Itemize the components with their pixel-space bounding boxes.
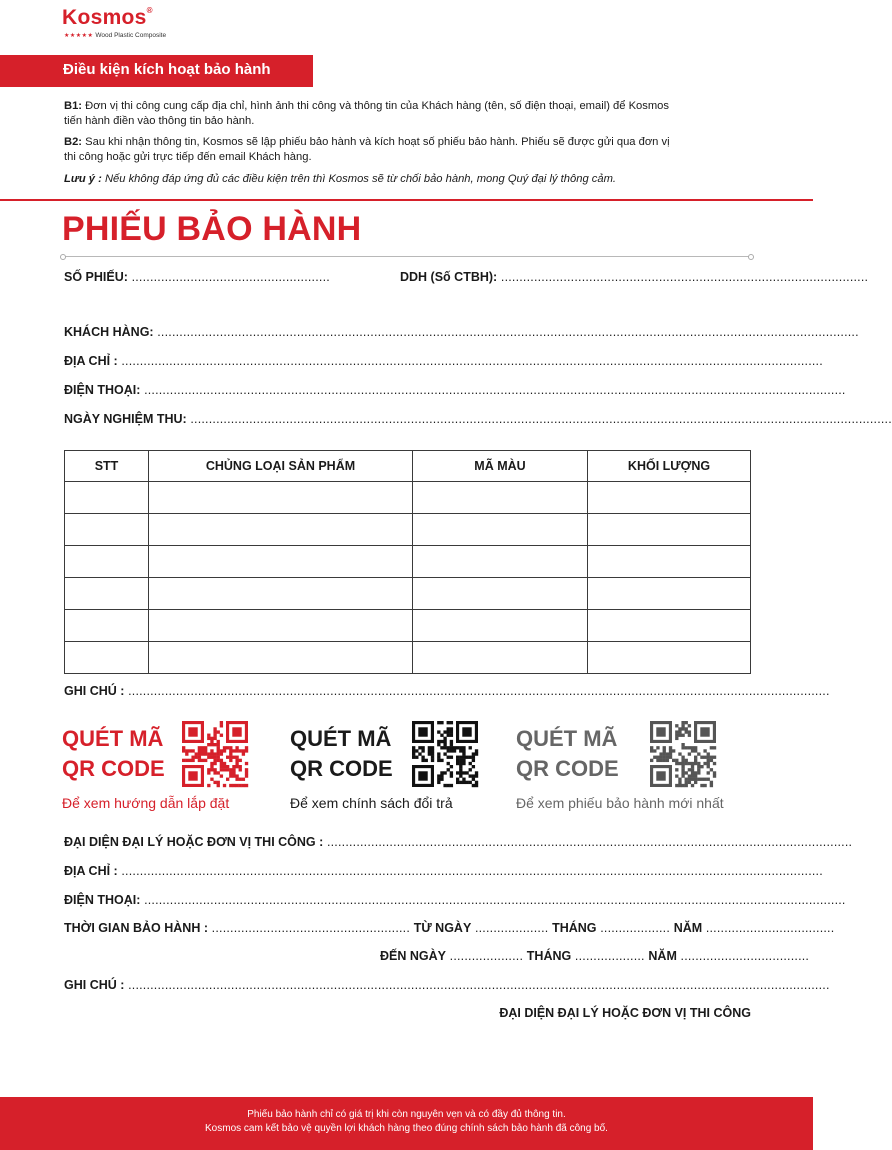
table-cell[interactable]: [65, 546, 149, 578]
table-cell[interactable]: [149, 642, 413, 674]
den-ngay-label: ĐẾN NGÀY: [380, 949, 446, 963]
tu-ngay-label: TỪ NGÀY: [413, 921, 472, 935]
table-cell[interactable]: [65, 482, 149, 514]
conditions-title: Điều kiện kích hoạt bảo hành: [63, 61, 271, 78]
table-cell[interactable]: [149, 482, 413, 514]
dai-dien-label: ĐẠI DIỆN ĐẠI LÝ HOẶC ĐƠN VỊ THI CÔNG :: [64, 835, 324, 849]
page-title: PHIẾU BẢO HÀNH: [62, 210, 362, 248]
agent-dien-thoai-label: ĐIỆN THOẠI:: [64, 893, 141, 907]
agent-dien-thoai-field[interactable]: ĐIỆN THOẠI: ...............................................................................................................................................................................................: [64, 893, 846, 907]
registered-mark: ®: [146, 6, 153, 15]
den-ngay-field[interactable]: ĐẾN NGÀY .................... THÁNG ................... NĂM ...................................: [380, 949, 810, 963]
condition-b2-label: B2:: [64, 136, 83, 148]
condition-b2-text-1: Sau khi nhận thông tin, Kosmos sẽ lập phiếu bảo hành và kích hoạt số phiếu bảo hành. Phiếu sẽ được gửi qua đơn vị: [85, 136, 670, 148]
nam-label: NĂM: [673, 921, 703, 935]
qr-caption-return: Để xem chính sách đổi trả: [290, 795, 453, 811]
qr-code-icon[interactable]: [412, 721, 478, 787]
table-cell[interactable]: [413, 578, 588, 610]
dien-thoai-label: ĐIỆN THOẠI:: [64, 383, 141, 397]
thang-label: THÁNG: [526, 949, 572, 963]
agent-dia-chi-label: ĐỊA CHỈ :: [64, 864, 118, 878]
khach-hang-field[interactable]: KHÁCH HÀNG: ...............................................................................................................................................................................................: [64, 325, 859, 339]
col-color-code: MÃ MÀU: [413, 451, 588, 482]
table-cell[interactable]: [149, 578, 413, 610]
table-header-row: [65, 451, 751, 482]
dien-thoai-field[interactable]: ĐIỆN THOẠI: ...............................................................................................................................................................................................: [64, 383, 846, 397]
condition-b2-text-2: thi công hoặc gửi trực tiếp đến email Khách hàng.: [64, 151, 312, 163]
table-cell[interactable]: [413, 642, 588, 674]
table-cell[interactable]: [588, 578, 751, 610]
table-cell[interactable]: [413, 546, 588, 578]
agent-dia-chi-field[interactable]: ĐỊA CHỈ : ...............................................................................................................................................................................................: [64, 864, 823, 878]
qr-title-line1: QUÉT MÃ: [62, 726, 164, 751]
brand-name: Kosmos: [62, 6, 147, 29]
line-end-dot-icon: [748, 254, 754, 260]
so-phieu-label: SỐ PHIẾU:: [64, 270, 128, 284]
qr-code-icon[interactable]: [182, 721, 248, 787]
table-cell[interactable]: [413, 482, 588, 514]
table-cell[interactable]: [149, 610, 413, 642]
qr-title-line1: QUÉT MÃ: [290, 726, 392, 751]
table-cell[interactable]: [588, 514, 751, 546]
table-cell[interactable]: [413, 610, 588, 642]
footer-line-2: Kosmos cam kết bảo vệ quyền lợi khách hàng theo đúng chính sách bảo hành đã công bố.: [205, 1123, 608, 1134]
signature-label: ĐẠI DIỆN ĐẠI LÝ HOẶC ĐƠN VỊ THI CÔNG: [499, 1006, 751, 1020]
condition-b1: [64, 99, 744, 129]
table-cell[interactable]: [413, 514, 588, 546]
col-product-type: CHỦNG LOẠI SẢN PHẨM: [149, 451, 413, 482]
table-row: [65, 514, 751, 546]
brand-tagline-row: [64, 32, 166, 39]
table-cell[interactable]: [588, 546, 751, 578]
ddh-field[interactable]: DDH (Số CTBH): ....................................................................................................: [400, 270, 869, 284]
line-end-dot-icon: [60, 254, 66, 260]
qr-caption-warranty: Để xem phiếu bảo hành mới nhất: [516, 795, 724, 811]
table-cell[interactable]: [65, 642, 149, 674]
ghi-chu-field[interactable]: GHI CHÚ : ...............................................................................................................................................................................................: [64, 684, 830, 698]
brand-logo: [62, 6, 153, 30]
col-stt: STT: [65, 451, 149, 482]
table-cell[interactable]: [149, 514, 413, 546]
qr-title-line1: QUÉT MÃ: [516, 726, 618, 751]
condition-b2: [64, 135, 744, 165]
table-cell[interactable]: [65, 610, 149, 642]
table-cell[interactable]: [149, 546, 413, 578]
thoi-gian-bao-hanh-field[interactable]: THỜI GIAN BẢO HÀNH : ...................................................... TỪ NGÀY .................... THÁNG ................... NĂM ...................................: [64, 921, 835, 935]
dai-dien-field[interactable]: ĐẠI DIỆN ĐẠI LÝ HOẶC ĐƠN VỊ THI CÔNG : ...............................................................................................................................................: [64, 835, 853, 849]
ngay-nghiem-thu-field[interactable]: NGÀY NGHIỆM THU: ...............................................................................................................................................................................................: [64, 412, 892, 426]
table-cell[interactable]: [65, 578, 149, 610]
table-row: [65, 642, 751, 674]
so-phieu-field[interactable]: SỐ PHIẾU: ......................................................: [64, 270, 330, 284]
qr-title-line2: QR CODE: [516, 756, 619, 781]
condition-b1-text-2: tiến hành điền vào thông tin bảo hành.: [64, 115, 255, 127]
star-rating-icon: ★★★★★: [64, 33, 94, 39]
table-cell[interactable]: [65, 514, 149, 546]
qr-block-return: [290, 724, 393, 784]
ngay-nghiem-thu-label: NGÀY NGHIỆM THU:: [64, 412, 187, 426]
footer-line-1: Phiếu bảo hành chỉ có giá trị khi còn nguyên vẹn và có đầy đủ thông tin.: [247, 1109, 566, 1120]
agent-ghi-chu-field[interactable]: GHI CHÚ : ...............................................................................................................................................................................................: [64, 978, 830, 992]
ddh-label: DDH (Số CTBH):: [400, 270, 498, 284]
section-divider: [0, 199, 813, 201]
dia-chi-field[interactable]: ĐỊA CHỈ : ...............................................................................................................................................................................................: [64, 354, 823, 368]
thang-label: THÁNG: [552, 921, 597, 935]
brand-tagline: Wood Plastic Composite: [95, 32, 167, 39]
thoi-gian-label: THỜI GIAN BẢO HÀNH :: [64, 921, 208, 935]
khach-hang-label: KHÁCH HÀNG:: [64, 325, 154, 339]
condition-b1-label: B1:: [64, 100, 83, 112]
nam-label: NĂM: [648, 949, 677, 963]
col-quantity: KHỐI LƯỢNG: [588, 451, 751, 482]
table-cell[interactable]: [588, 642, 751, 674]
agent-ghi-chu-label: GHI CHÚ :: [64, 978, 125, 992]
qr-block-warranty: [516, 724, 619, 784]
condition-note: [64, 172, 744, 187]
table-row: [65, 578, 751, 610]
table-row: [65, 610, 751, 642]
ghi-chu-label: GHI CHÚ :: [64, 684, 125, 698]
qr-title-line2: QR CODE: [62, 756, 165, 781]
table-row: [65, 482, 751, 514]
qr-title-line2: QR CODE: [290, 756, 393, 781]
table-cell[interactable]: [588, 482, 751, 514]
qr-caption-install: Để xem hướng dẫn lắp đặt: [62, 795, 230, 811]
title-underline: [63, 256, 751, 257]
qr-block-install: [62, 724, 165, 784]
table-cell[interactable]: [588, 610, 751, 642]
qr-code-icon[interactable]: [650, 721, 716, 787]
condition-note-text: Nếu không đáp ứng đủ các điều kiện trên thì Kosmos sẽ từ chối bảo hành, mong Quý đại lý thông cảm.: [104, 173, 617, 185]
condition-b1-text-1: Đơn vị thi công cung cấp địa chỉ, hình ảnh thi công và thông tin của Khách hàng (tên, số điện thoại, email) để Kosmos: [85, 100, 669, 112]
dia-chi-label: ĐỊA CHỈ :: [64, 354, 118, 368]
product-table: [64, 450, 751, 674]
table-row: [65, 546, 751, 578]
condition-note-label: Lưu ý :: [64, 173, 102, 185]
